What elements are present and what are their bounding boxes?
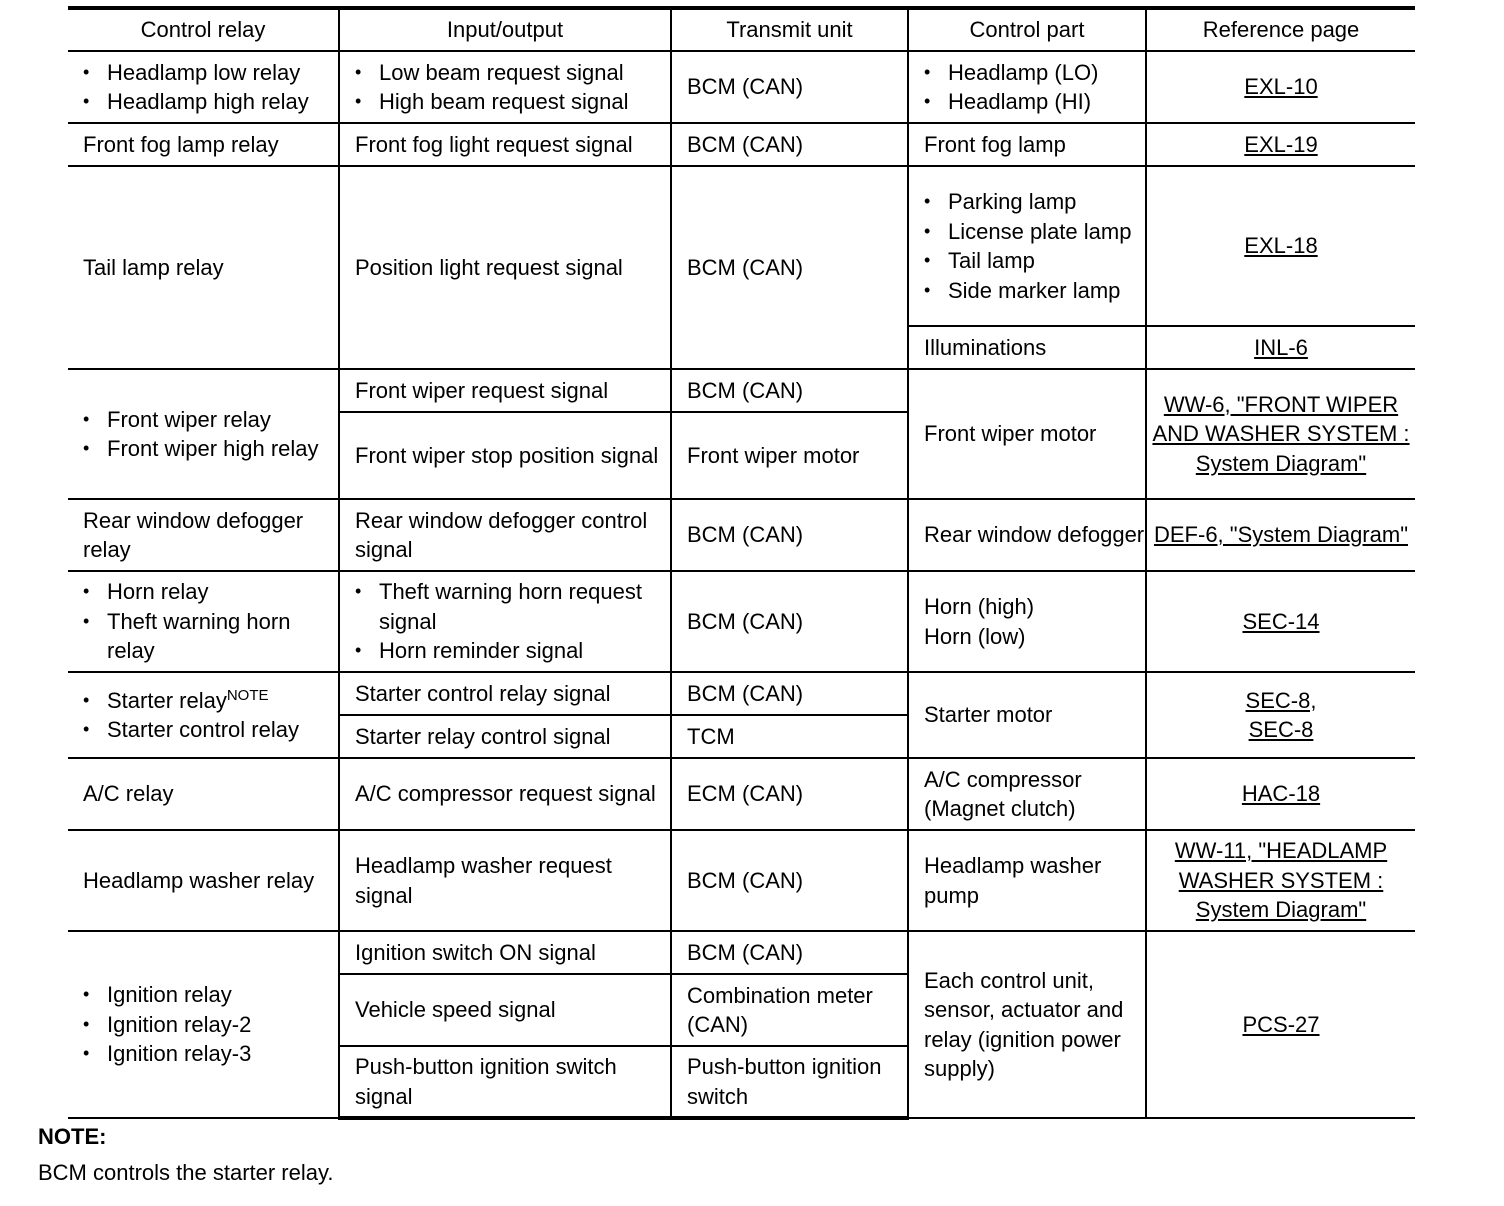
transmit-unit-cell: BCM (CAN) (671, 571, 908, 672)
list-item: • Headlamp (HI) (924, 87, 1145, 117)
control-part-cell: Each control unit, sensor, actuator and relay (ignition power supply) (908, 931, 1146, 1118)
control-part-cell: Starter motor (908, 672, 1146, 758)
list-item: • Theft warning horn request signal (355, 577, 670, 636)
control-part-cell: Front fog lamp (908, 123, 1146, 166)
control-relay-cell: Front fog lamp relay (68, 123, 339, 166)
reference-link[interactable]: PCS-27 (1242, 1011, 1320, 1037)
input-output-cell: Starter relay control signal (339, 715, 671, 758)
table-row (68, 123, 1415, 166)
header-input-output: Input/output (339, 8, 671, 51)
control-part-cell: Illuminations (908, 326, 1146, 369)
transmit-unit-cell: Front wiper motor (671, 412, 908, 499)
reference-page-cell (1146, 369, 1415, 499)
reference-link[interactable]: SEC-8, (1245, 687, 1317, 713)
reference-link[interactable]: EXL-10 (1244, 74, 1318, 100)
list-item: • Headlamp high relay (83, 87, 338, 117)
control-part-line: Horn (low) (924, 623, 1026, 649)
list-item: • Ignition relay-2 (83, 1010, 338, 1040)
control-part-cell: Rear window defogger (908, 499, 1146, 571)
transmit-unit-cell: BCM (CAN) (671, 672, 908, 715)
list-item: • Ignition relay (83, 980, 338, 1010)
header-control-relay: Control relay (68, 8, 339, 51)
list-item: • Headlamp (LO) (924, 58, 1145, 88)
control-relay-cell (68, 369, 339, 499)
input-output-cell: Front wiper request signal (339, 369, 671, 412)
input-output-cell: Rear window defogger control signal (339, 499, 671, 571)
note-heading: NOTE: (38, 1124, 107, 1149)
list-item: • Starter control relay (83, 715, 338, 745)
control-relay-cell (68, 571, 339, 672)
input-output-cell: Front fog light request signal (339, 123, 671, 166)
header-transmit-unit: Transmit unit (671, 8, 908, 51)
list-item: • Theft warning horn relay (83, 607, 338, 666)
control-relay-cell: Tail lamp relay (68, 166, 339, 369)
table-row (68, 758, 1415, 830)
control-part-cell: Headlamp washer pump (908, 830, 1146, 931)
reference-link[interactable]: INL-6 (1254, 334, 1308, 360)
input-output-cell: Ignition switch ON signal (339, 931, 671, 974)
reference-link[interactable]: WW-11, "HEADLAMP WASHER SYSTEM : System Diagram" (1174, 838, 1388, 923)
control-relay-cell (68, 931, 339, 1118)
transmit-unit-cell: BCM (CAN) (671, 123, 908, 166)
control-part-cell (908, 571, 1146, 672)
control-part-cell (908, 166, 1146, 326)
control-relay-cell: Rear window defogger relay (68, 499, 339, 571)
control-relay-cell (68, 51, 339, 123)
reference-page-cell (1146, 51, 1415, 123)
reference-link[interactable]: SEC-14 (1242, 608, 1320, 634)
list-item-label: Starter relay (107, 687, 227, 713)
reference-link[interactable]: DEF-6, "System Diagram" (1154, 522, 1408, 548)
list-item: • Parking lamp (924, 187, 1145, 217)
reference-page-cell (1146, 758, 1415, 830)
header-reference-page: Reference page (1146, 8, 1415, 51)
note-superscript: NOTE (226, 686, 269, 704)
table-row (68, 571, 1415, 672)
transmit-unit-cell: TCM (671, 715, 908, 758)
transmit-unit-cell: BCM (CAN) (671, 830, 908, 931)
control-relay-cell: A/C relay (68, 758, 339, 830)
reference-page-cell (1146, 166, 1415, 326)
list-item: • High beam request signal (355, 87, 670, 117)
table-row (68, 166, 1415, 326)
control-part-line: Horn (high) (924, 594, 1035, 619)
transmit-unit-cell: BCM (CAN) (671, 51, 908, 123)
input-output-cell: Position light request signal (339, 166, 671, 369)
control-part-cell: Front wiper motor (908, 369, 1146, 499)
input-output-cell: Front wiper stop position signal (339, 412, 671, 499)
reference-link[interactable]: SEC-8 (1248, 717, 1314, 742)
input-output-cell (339, 51, 671, 123)
table-row (68, 672, 1415, 715)
list-item: • License plate lamp (924, 217, 1145, 247)
list-item: • Tail lamp (924, 246, 1145, 276)
list-item: • Front wiper relay (83, 405, 338, 435)
reference-page-cell (1146, 830, 1415, 931)
reference-page-cell (1146, 326, 1415, 369)
control-relay-cell: Headlamp washer relay (68, 830, 339, 931)
transmit-unit-cell: Push-button ignition switch (671, 1046, 908, 1118)
list-item: • Horn reminder signal (355, 636, 670, 666)
input-output-cell: Vehicle speed signal (339, 974, 671, 1046)
list-item: • Front wiper high relay (83, 434, 338, 464)
reference-page-cell (1146, 499, 1415, 571)
transmit-unit-cell: BCM (CAN) (671, 166, 908, 369)
reference-page-cell (1146, 931, 1415, 1118)
reference-page-cell (1146, 571, 1415, 672)
table-row (68, 931, 1415, 974)
reference-page-cell (1146, 123, 1415, 166)
table-header-row (68, 8, 1415, 51)
table-row (68, 830, 1415, 931)
transmit-unit-cell: ECM (CAN) (671, 758, 908, 830)
reference-link[interactable]: EXL-18 (1244, 233, 1318, 259)
control-part-cell (908, 51, 1146, 123)
transmit-unit-cell: Combination meter (CAN) (671, 974, 908, 1046)
reference-link[interactable]: WW-6, "FRONT WIPER AND WASHER SYSTEM : System Diagram" (1152, 391, 1410, 476)
list-item: • Side marker lamp (924, 276, 1145, 306)
input-output-cell: Push-button ignition switch signal (339, 1046, 671, 1118)
control-relay-cell (68, 672, 339, 758)
reference-page-cell (1146, 672, 1415, 758)
list-item: • Low beam request signal (355, 58, 670, 88)
list-item: • Ignition relay-3 (83, 1039, 338, 1069)
reference-link[interactable]: HAC-18 (1241, 781, 1321, 807)
input-output-cell (339, 571, 671, 672)
table-row (68, 369, 1415, 412)
input-output-cell: Starter control relay signal (339, 672, 671, 715)
control-part-cell: A/C compressor (Magnet clutch) (908, 758, 1146, 830)
list-item: • Horn relay (83, 577, 338, 607)
reference-link[interactable]: EXL-19 (1244, 131, 1318, 157)
list-item: • Headlamp low relay (83, 58, 338, 88)
input-output-cell: Headlamp washer request signal (339, 830, 671, 931)
transmit-unit-cell: BCM (CAN) (671, 369, 908, 412)
list-item (83, 686, 338, 716)
note-text: BCM controls the starter relay. (38, 1160, 334, 1185)
input-output-cell: A/C compressor request signal (339, 758, 671, 830)
transmit-unit-cell: BCM (CAN) (671, 931, 908, 974)
table-row (68, 51, 1415, 123)
transmit-unit-cell: BCM (CAN) (671, 499, 908, 571)
relay-reference-table (68, 6, 1415, 1120)
table-row (68, 499, 1415, 571)
header-control-part: Control part (908, 8, 1146, 51)
